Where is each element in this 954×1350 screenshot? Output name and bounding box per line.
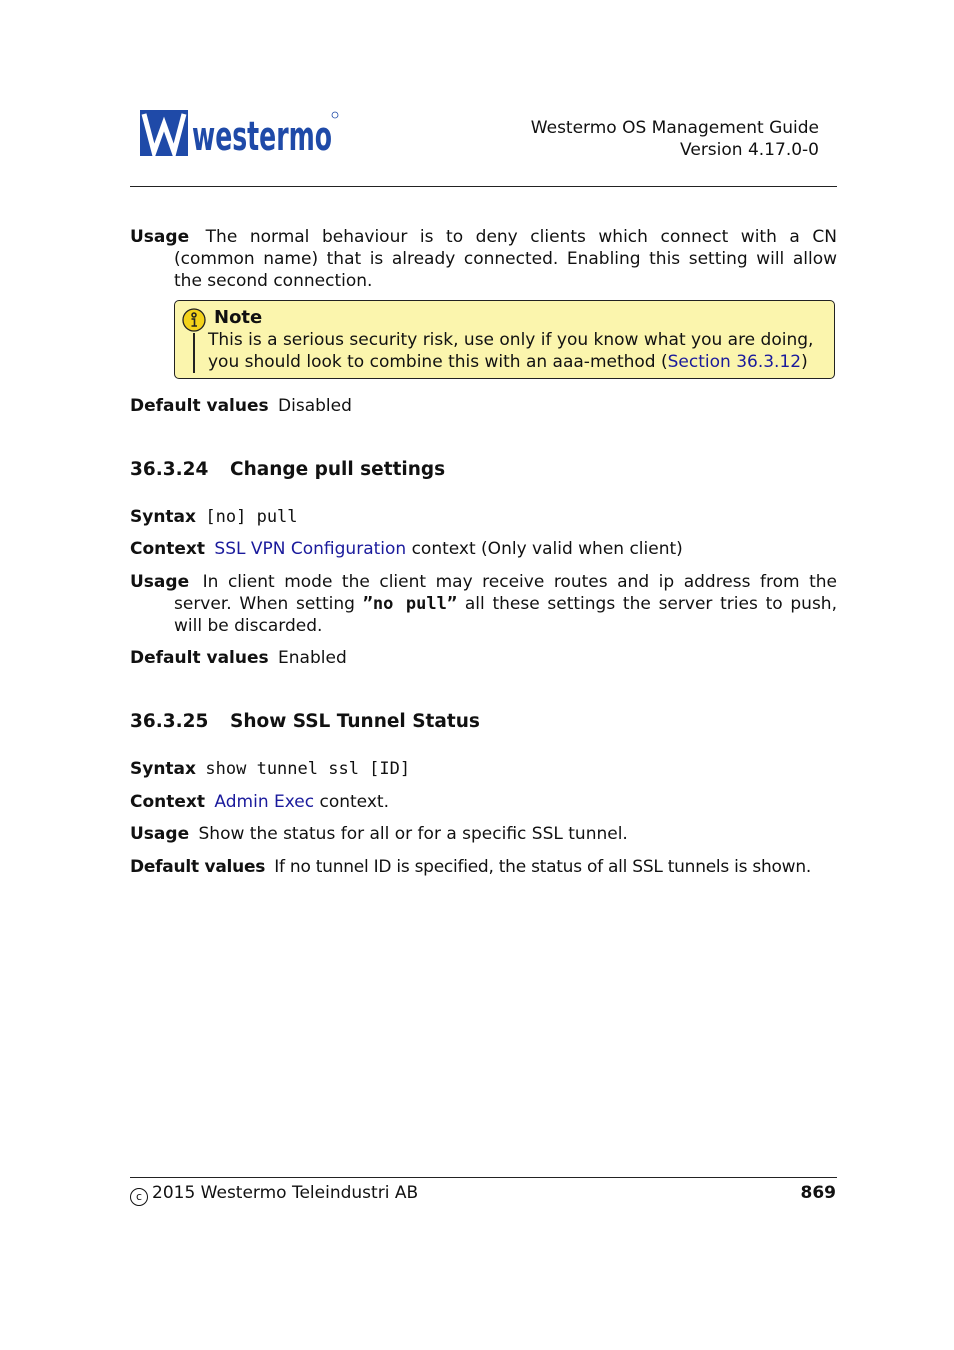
usage-text: Show the status for all or for a specific SSL tunnel. bbox=[198, 824, 628, 844]
context-text: context. bbox=[314, 792, 389, 812]
context-link[interactable]: Admin Exec bbox=[214, 792, 315, 812]
copyright-text: 2015 Westermo Teleindustri AB bbox=[152, 1183, 419, 1203]
usage-label: Usage bbox=[130, 227, 190, 247]
context-label: Context bbox=[130, 539, 206, 559]
page-number: 869 bbox=[800, 1183, 836, 1203]
note-text-end: ) bbox=[801, 352, 808, 372]
note-bar bbox=[193, 333, 195, 373]
context-label: Context bbox=[130, 792, 206, 812]
guide-version: Version 4.17.0-0 bbox=[680, 140, 819, 160]
default-value: Enabled bbox=[278, 648, 347, 668]
usage-text-end: all these settings the server tries to push, will be discarded. bbox=[174, 594, 837, 636]
default-label: Default values bbox=[130, 396, 269, 416]
copyright-icon: c bbox=[130, 1188, 148, 1206]
syntax-value: show tunnel ssl [ID] bbox=[205, 759, 411, 779]
westermo-logo bbox=[140, 110, 340, 158]
section-heading bbox=[130, 459, 445, 480]
info-icon bbox=[182, 308, 206, 332]
header-rule bbox=[130, 186, 837, 187]
usage-text: In client mode the client may receive routes and ip address from the server. When setting bbox=[174, 572, 838, 614]
pull-usage bbox=[130, 571, 837, 637]
note-text: This is a serious security risk, use only if you know what you are doing, you should look to combine this with an aaa-method ( bbox=[208, 330, 814, 372]
section-number: 36.3.25 bbox=[130, 711, 209, 732]
section-title: Change pull settings bbox=[230, 459, 446, 480]
ssl-default bbox=[130, 856, 837, 878]
note-body bbox=[208, 329, 830, 373]
syntax-label: Syntax bbox=[130, 759, 196, 779]
default-label: Default values bbox=[130, 857, 266, 877]
ssl-syntax bbox=[130, 758, 837, 780]
default-value: Disabled bbox=[278, 396, 352, 416]
pull-default bbox=[130, 647, 837, 669]
section-title: Show SSL Tunnel Status bbox=[230, 711, 480, 732]
ssl-usage bbox=[130, 823, 837, 845]
context-link[interactable]: SSL VPN Configuration bbox=[214, 539, 407, 559]
syntax-label: Syntax bbox=[130, 507, 196, 527]
footer-copyright bbox=[130, 1183, 418, 1206]
usage-code: ”no pull” bbox=[362, 594, 458, 614]
note-title: Note bbox=[214, 307, 263, 328]
usage-text: The normal behaviour is to deny clients which connect with a CN (common name) that is already connected. Enabling this setting will allow the second connection. bbox=[174, 227, 837, 291]
usage-label: Usage bbox=[130, 824, 190, 844]
default-value: If no tunnel ID is specified, the status of all SSL tunnels is shown. bbox=[274, 857, 812, 877]
syntax-value: [no] pull bbox=[205, 507, 298, 527]
usage-label: Usage bbox=[130, 572, 190, 592]
header-info bbox=[531, 117, 819, 161]
intro-usage bbox=[130, 226, 837, 292]
context-text: context (Only valid when client) bbox=[406, 539, 683, 559]
intro-default bbox=[130, 395, 837, 417]
pull-syntax bbox=[130, 506, 837, 528]
pull-context bbox=[130, 538, 837, 560]
section-heading bbox=[130, 711, 480, 732]
section-number: 36.3.24 bbox=[130, 459, 209, 480]
footer-rule bbox=[130, 1177, 837, 1178]
default-label: Default values bbox=[130, 648, 269, 668]
ssl-context bbox=[130, 791, 837, 813]
section-link[interactable]: Section 36.3.12 bbox=[667, 352, 802, 372]
svg-text:westermo: westermo bbox=[192, 114, 332, 160]
guide-title: Westermo OS Management Guide bbox=[530, 118, 819, 138]
